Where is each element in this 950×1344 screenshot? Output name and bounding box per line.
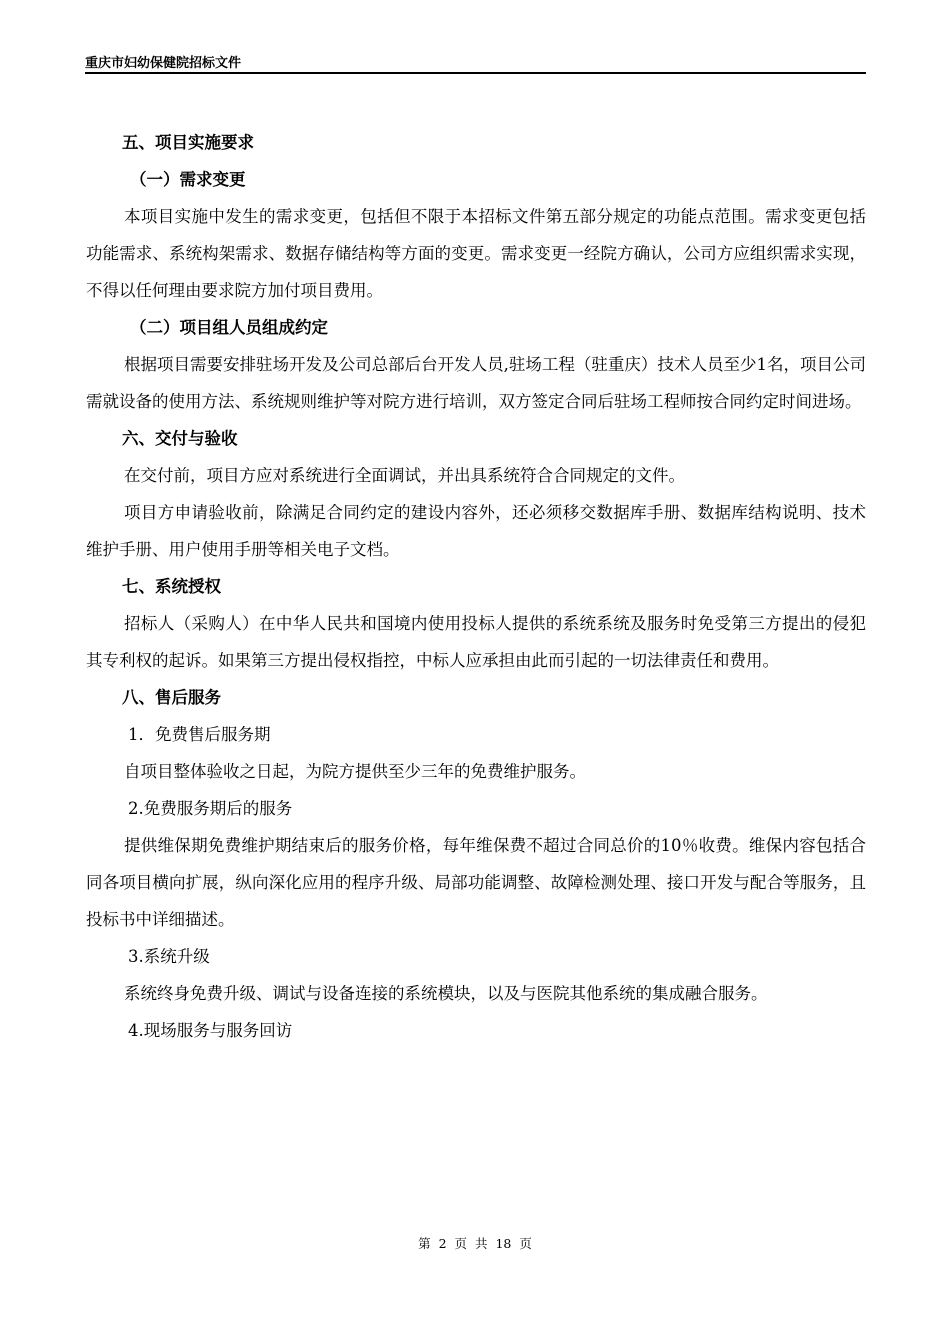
section-heading-8: 八、售后服务 — [122, 688, 221, 707]
section-heading-7: 七、系统授权 — [122, 577, 221, 596]
document-header-title: 重庆市妇幼保健院招标文件 — [85, 56, 242, 71]
paragraph-team-composition: 根据项目需要安排驻场开发及公司总部后台开发人员,驻场工程（驻重庆）技术人员至少1名，项目公司需就设备的使用方法、系统规则维护等对院方进行培训，双方签定合同后驻场工程师按合同约定时间进场。 — [86, 355, 866, 411]
paragraph-free-service-period: 自项目整体验收之日起，为院方提供至少三年的免费维护服务。 — [124, 762, 586, 781]
subsection-heading-requirement-change: （一）需求变更 — [130, 170, 246, 189]
section-heading-6: 六、交付与验收 — [122, 429, 238, 448]
list-item-system-upgrade: 3.系统升级 — [128, 947, 210, 966]
paragraph-authorization: 招标人（采购人）在中华人民共和国境内使用投标人提供的系统系统及服务时免受第三方提出的侵犯其专利权的起诉。如果第三方提出侵权指控，中标人应承担由此而引起的一切法律责任和费用。 — [86, 614, 866, 670]
paragraph-acceptance: 项目方申请验收前，除满足合同约定的建设内容外，还必须移交数据库手册、数据库结构说明、技术维护手册、用户使用手册等相关电子文档。 — [86, 503, 866, 559]
document-body — [86, 124, 866, 1049]
list-item-free-service-period: 1．免费售后服务期 — [128, 725, 271, 744]
subsection-heading-team-composition: （二）项目组人员组成约定 — [130, 318, 328, 337]
paragraph-post-free-service: 提供维保期免费维护期结束后的服务价格，每年维保费不超过合同总价的10％收费。维保内容包括合同各项目横向扩展，纵向深化应用的程序升级、局部功能调整、故障检测处理、接口开发与配合等服务，且投标书中详细描述。 — [86, 836, 866, 929]
page-number-footer: 第 2 页 共 18 页 — [418, 1236, 532, 1251]
list-item-onsite-service: 4.现场服务与服务回访 — [128, 1021, 293, 1040]
list-item-post-free-service: 2.免费服务期后的服务 — [128, 799, 293, 818]
paragraph-system-upgrade: 系统终身免费升级、调试与设备连接的系统模块，以及与医院其他系统的集成融合服务。 — [124, 984, 768, 1003]
paragraph-delivery: 在交付前，项目方应对系统进行全面调试，并出具系统符合合同规定的文件。 — [124, 466, 685, 485]
header-divider — [85, 72, 866, 74]
section-heading-5: 五、项目实施要求 — [122, 133, 254, 152]
paragraph-requirement-change: 本项目实施中发生的需求变更，包括但不限于本招标文件第五部分规定的功能点范围。需求变更包括功能需求、系统构架需求、数据存储结构等方面的变更。需求变更一经院方确认，公司方应组织需求实现，不得以任何理由要求院方加付项目费用。 — [86, 207, 866, 300]
